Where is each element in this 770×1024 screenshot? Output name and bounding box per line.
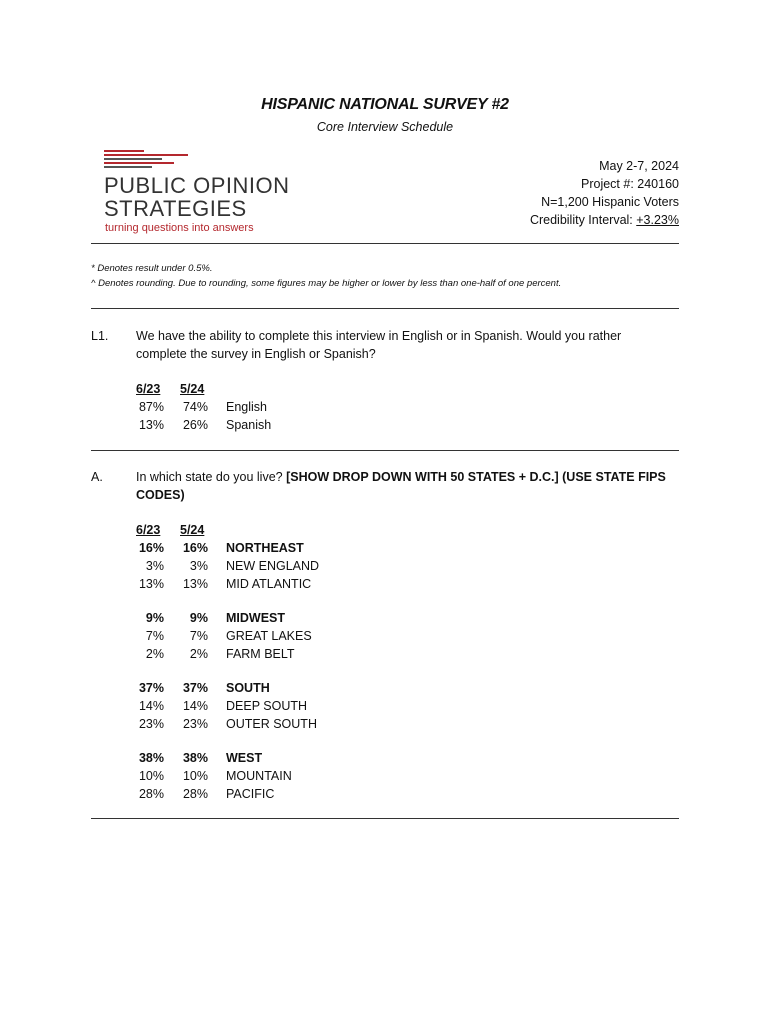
question-instruction: CODES) bbox=[136, 488, 185, 502]
value-6-23: 3% bbox=[145, 559, 164, 573]
value-6-23: 2% bbox=[145, 647, 164, 661]
row-label: NEW ENGLAND bbox=[226, 559, 320, 573]
logo-bar bbox=[104, 166, 152, 168]
value-5-24: 3% bbox=[189, 559, 208, 573]
value-6-23: 10% bbox=[138, 769, 164, 783]
value-5-24: 38% bbox=[182, 751, 208, 765]
value-6-23: 38% bbox=[138, 751, 164, 765]
row-label: Spanish bbox=[226, 418, 272, 432]
value-6-23: 28% bbox=[138, 787, 164, 801]
question-instruction: [SHOW DROP DOWN WITH 50 STATES + D.C.] (USE STATE FIPS bbox=[286, 470, 666, 484]
row-label: DEEP SOUTH bbox=[226, 699, 308, 713]
column-header: 5/24 bbox=[180, 382, 205, 396]
row-label: English bbox=[226, 400, 267, 414]
value-6-23: 23% bbox=[138, 717, 164, 731]
value-6-23: 16% bbox=[138, 541, 164, 555]
company-logo bbox=[104, 148, 324, 238]
document-subtitle: Core Interview Schedule bbox=[316, 120, 454, 134]
note-rounding: ^ Denotes rounding. Due to rounding, some figures may be higher or lower by less than one-half of one percent. bbox=[91, 278, 562, 289]
column-header: 5/24 bbox=[180, 523, 205, 537]
value-6-23: 87% bbox=[138, 400, 164, 414]
row-label: PACIFIC bbox=[226, 787, 275, 801]
column-header: 6/23 bbox=[136, 523, 161, 537]
logo-bar bbox=[104, 154, 188, 156]
region-label: NORTHEAST bbox=[226, 541, 304, 555]
question-text-plain: In which state do you live? bbox=[136, 470, 287, 484]
question-text bbox=[136, 468, 676, 504]
value-6-23: 13% bbox=[138, 418, 164, 432]
value-5-24: 28% bbox=[182, 787, 208, 801]
logo-bar bbox=[104, 150, 144, 152]
value-5-24: 10% bbox=[182, 769, 208, 783]
divider bbox=[91, 818, 679, 819]
value-5-24: 2% bbox=[189, 647, 208, 661]
region-label: WEST bbox=[226, 751, 263, 765]
region-label: SOUTH bbox=[226, 681, 270, 695]
value-5-24: 74% bbox=[182, 400, 208, 414]
sample-size: N=1,200 Hispanic Voters bbox=[541, 195, 679, 209]
value-5-24: 13% bbox=[182, 577, 208, 591]
row-label: MID ATLANTIC bbox=[226, 577, 312, 591]
survey-meta bbox=[530, 157, 679, 229]
value-5-24: 37% bbox=[182, 681, 208, 695]
row-label: MOUNTAIN bbox=[226, 769, 292, 783]
value-6-23: 37% bbox=[138, 681, 164, 695]
region-label: MIDWEST bbox=[226, 611, 286, 625]
question-text bbox=[136, 327, 676, 363]
logo-tagline: turning questions into answers bbox=[105, 222, 254, 234]
logo-bar bbox=[104, 162, 174, 164]
value-6-23: 7% bbox=[145, 629, 164, 643]
row-label: FARM BELT bbox=[226, 647, 295, 661]
value-5-24: 14% bbox=[182, 699, 208, 713]
question-text-line: complete the survey in English or Spanish? bbox=[136, 347, 376, 361]
divider bbox=[91, 450, 679, 451]
row-label: GREAT LAKES bbox=[226, 629, 312, 643]
divider bbox=[91, 308, 679, 309]
question-text-line bbox=[136, 468, 676, 486]
credibility-label: Credibility Interval: bbox=[529, 213, 637, 227]
value-5-24: 26% bbox=[182, 418, 208, 432]
column-header: 6/23 bbox=[136, 382, 161, 396]
credibility-interval bbox=[530, 211, 679, 229]
logo-text-line1: PUBLIC OPINION bbox=[104, 173, 290, 198]
value-6-23: 13% bbox=[138, 577, 164, 591]
value-5-24: 16% bbox=[182, 541, 208, 555]
question-number: L1. bbox=[91, 329, 109, 343]
credibility-value: +3.23% bbox=[636, 213, 679, 227]
logo-text-line2: STRATEGIES bbox=[104, 196, 247, 221]
value-5-24: 9% bbox=[189, 611, 208, 625]
project-number: Project #: 240160 bbox=[581, 177, 679, 191]
question-text-line: We have the ability to complete this interview in English or in Spanish. Would you rather bbox=[136, 329, 622, 343]
value-6-23: 9% bbox=[145, 611, 164, 625]
value-5-24: 7% bbox=[189, 629, 208, 643]
value-6-23: 14% bbox=[138, 699, 164, 713]
note-under-half: * Denotes result under 0.5%. bbox=[91, 263, 213, 274]
survey-date: May 2-7, 2024 bbox=[599, 159, 679, 173]
row-label: OUTER SOUTH bbox=[226, 717, 317, 731]
divider bbox=[91, 243, 679, 244]
value-5-24: 23% bbox=[182, 717, 208, 731]
question-number: A. bbox=[91, 470, 103, 484]
document-title: HISPANIC NATIONAL SURVEY #2 bbox=[261, 96, 509, 113]
logo-bar bbox=[104, 158, 162, 160]
question-text-line bbox=[136, 486, 676, 504]
